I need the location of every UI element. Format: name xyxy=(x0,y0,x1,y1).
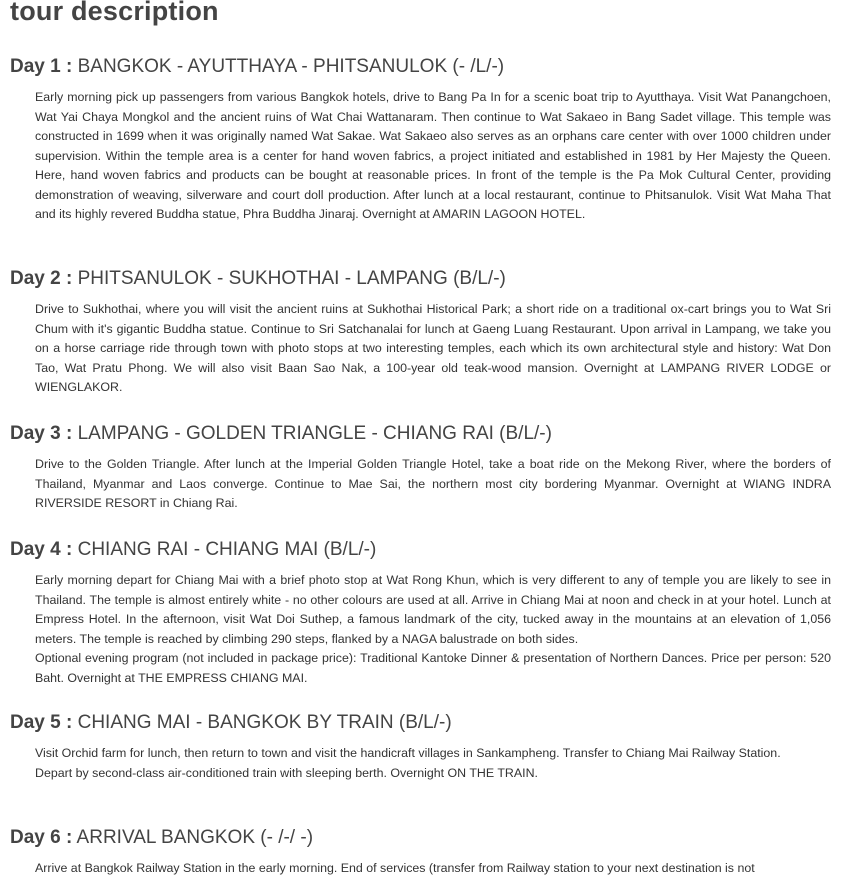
day-paragraph: Drive to the Golden Triangle. After lunch at the Imperial Golden Triangle Hotel, take a boat ride on the Mekong River, where the borders of Thailand, Myanmar and Laos converge. Continue to Mae Sai, the northern most city bordering Myanmar. Overnight at WIANG INDRA RIVERSIDE RESORT in Chiang Rai. xyxy=(35,457,831,510)
day-section-4 xyxy=(10,538,834,688)
day-label: Day 2 : xyxy=(10,268,73,289)
day-description xyxy=(35,571,831,688)
day-section-2 xyxy=(10,267,834,398)
day-heading xyxy=(10,267,834,291)
day-description xyxy=(35,88,831,225)
day-label: Day 3 : xyxy=(10,423,73,444)
day-heading xyxy=(10,538,834,562)
day-section-1 xyxy=(10,55,834,225)
day-paragraph: Early morning depart for Chiang Mai with a brief photo stop at Wat Rong Khun, which is very different to any of temple you are likely to see in Thailand. The temple is almost entirely white - no other colours are used at all. Arrive in Chiang Mai at noon and check in at your hotel. Lunch at Empress Hotel. In the afternoon, visit Wat Doi Suthep, a famous landmark of the city, tucked away in the mountains at an elevation of 1,056 meters. The temple is reached by climbing 290 steps, flanked by a NAGA balustrade on both sides. xyxy=(35,573,831,646)
day-paragraph: Drive to Sukhothai, where you will visit the ancient ruins at Sukhothai Historical Park; a short ride on a traditional ox-cart brings you to Wat Sri Chum with it's gigantic Buddha statue. Continue to Sri Satchanalai for lunch at Gaeng Luang Restaurant. Upon arrival in Lampang, we take you on a horse carriage ride through town with photo stops at two interesting temples, each which its own architectural style and history: Wat Don Tao, Wat Pratu Phong. We will also visit Baan Sao Nak, a 100-year old teak-wood mansion. Overnight at LAMPANG RIVER LODGE or WIENGLAKOR. xyxy=(35,302,831,394)
day-route: LAMPANG - GOLDEN TRIANGLE - CHIANG RAI (B/L/-) xyxy=(77,423,552,444)
day-route: ARRIVAL BANGKOK (- /-/ -) xyxy=(76,827,314,848)
day-heading xyxy=(10,422,834,446)
day-paragraph: Early morning pick up passengers from various Bangkok hotels, drive to Bang Pa In for a scenic boat trip to Ayutthaya. Visit Wat Panangchoen, Wat Yai Chaya Mongkol and the ancient ruins of Wat Chai Wattanaram. Then continue to Wat Sakaeo in Bang Sadet village. This temple was constructed in 1699 when it was originally named Wat Sakae. Wat Sakaeo also serves as an orphans care center with over 1000 children under supervision. Within the temple area is a center for hand woven fabrics, a project initiated and established in 1981 by Her Majesty the Queen. Here, hand woven fabrics and products can be bought at reasonable prices. In front of the temple is the Pa Mok Cultural Center, providing demonstration of weaving, silverware and court doll production. After lunch at a local restaurant, continue to Phitsanulok. Visit Wat Maha That and its highly revered Buddha statue, Phra Buddha Jinaraj. Overnight at AMARIN LAGOON HOTEL. xyxy=(35,90,831,221)
page-title: tour description xyxy=(10,0,219,26)
day-section-3 xyxy=(10,422,834,514)
day-paragraph: Visit Orchid farm for lunch, then return to town and visit the handicraft villages in Sankampheng. Transfer to Chiang Mai Railway Station. xyxy=(35,746,781,760)
day-paragraph: Depart by second-class air-conditioned train with sleeping berth. Overnight ON THE TRAIN. xyxy=(35,765,538,780)
day-route: CHIANG RAI - CHIANG MAI (B/L/-) xyxy=(77,539,377,560)
day-heading xyxy=(10,826,834,850)
day-heading xyxy=(10,55,834,79)
day-label: Day 4 : xyxy=(10,539,73,560)
day-label: Day 1 : xyxy=(10,56,73,77)
day-description xyxy=(35,455,831,514)
day-route: PHITSANULOK - SUKHOTHAI - LAMPANG (B/L/-) xyxy=(77,268,506,289)
day-section-6 xyxy=(10,826,834,879)
day-description xyxy=(35,859,831,879)
day-label: Day 6 : xyxy=(10,827,73,848)
day-paragraph: Arrive at Bangkok Railway Station in the early morning. End of services (transfer from Railway station to your next destination is not xyxy=(35,861,755,875)
day-label: Day 5 : xyxy=(10,712,73,733)
day-description xyxy=(35,300,831,398)
day-heading xyxy=(10,711,834,735)
day-paragraph: Optional evening program (not included in package price): Traditional Kantoke Dinner & presentation of Northern Dances. Price per person: 520 Baht. Overnight at THE EMPRESS CHIANG MAI. xyxy=(35,651,831,685)
day-section-5 xyxy=(10,711,834,783)
day-route: CHIANG MAI - BANGKOK BY TRAIN (B/L/-) xyxy=(77,712,452,733)
day-route: BANGKOK - AYUTTHAYA - PHITSANULOK (- /L/-) xyxy=(77,56,505,77)
day-description xyxy=(35,744,831,783)
